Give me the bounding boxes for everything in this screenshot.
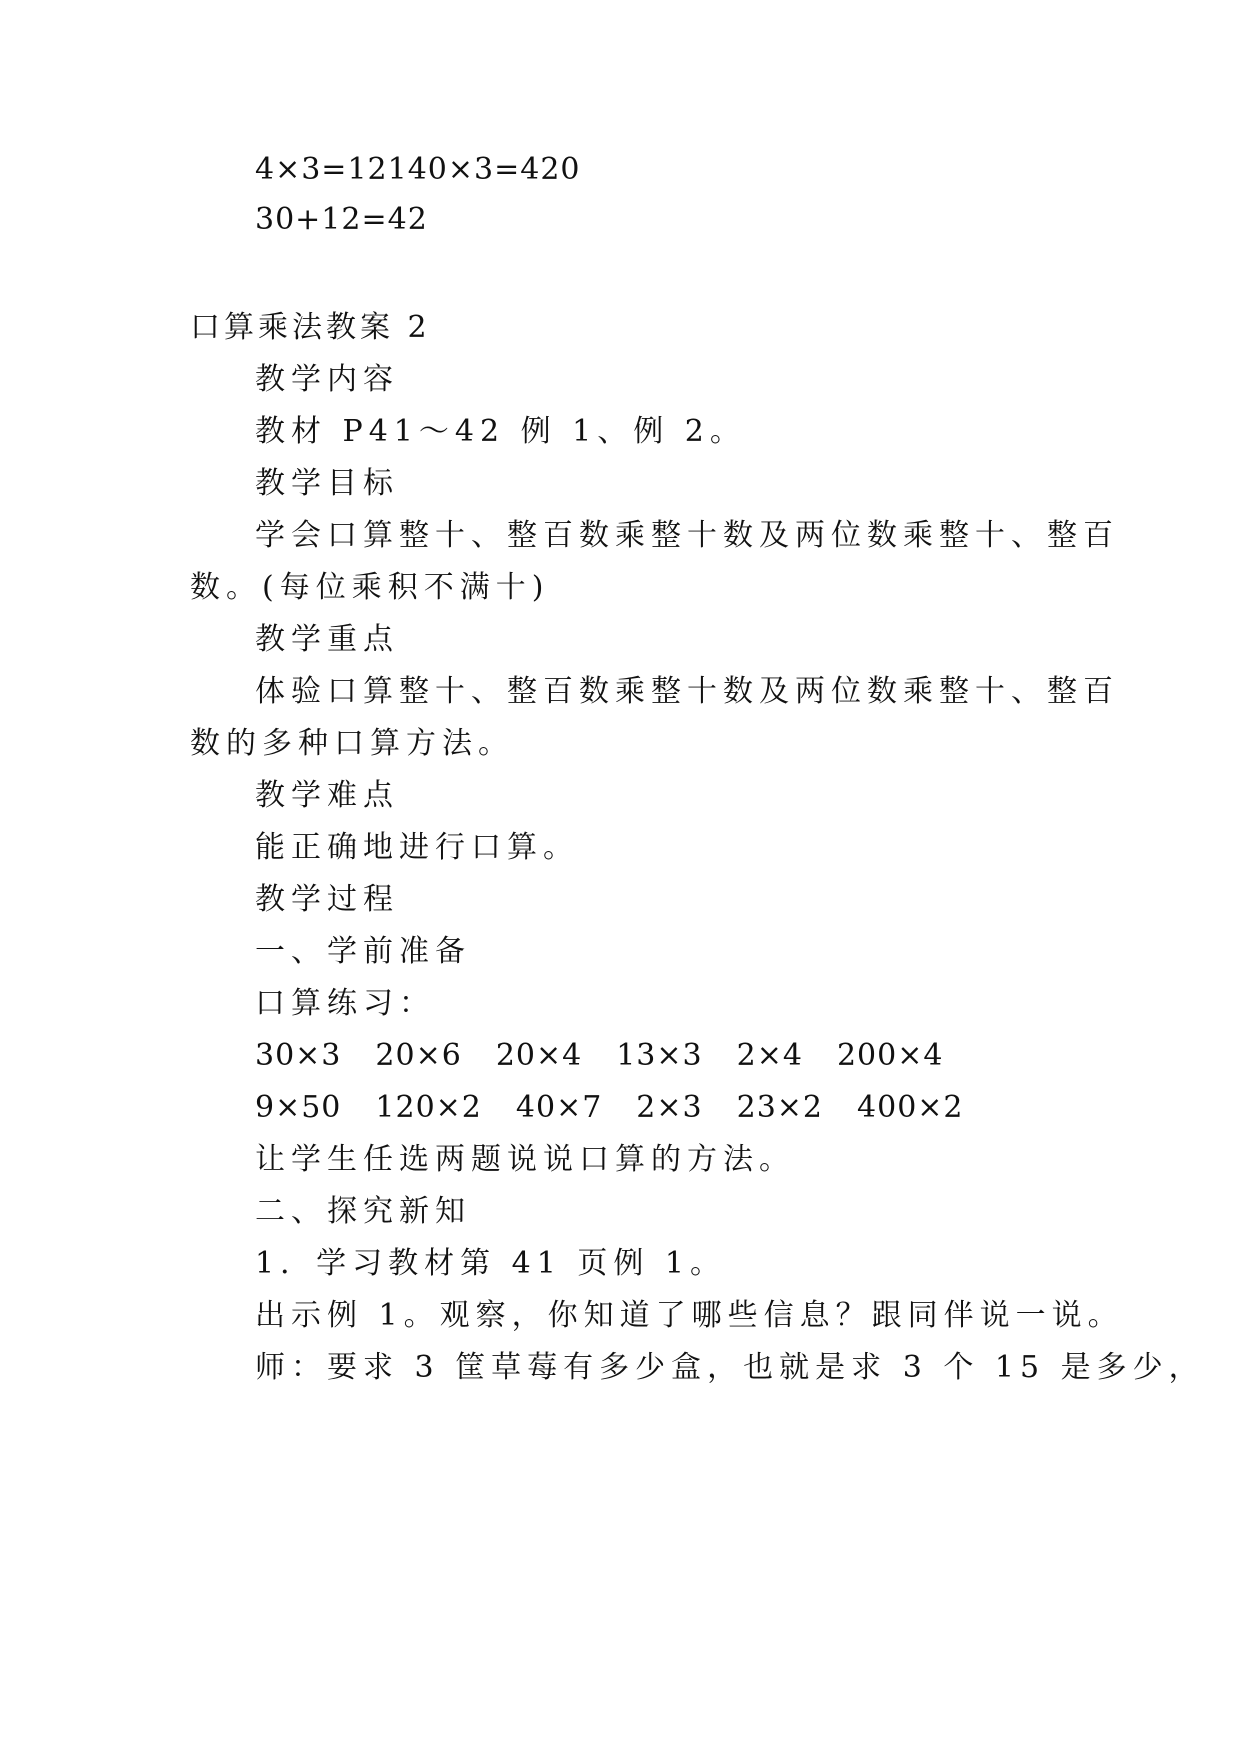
drill-item: 2×3	[636, 1090, 703, 1125]
item-1-text: 出示例 1。观察，你知道了哪些信息？跟同伴说一说。	[255, 1298, 1124, 1333]
drill-item: 23×2	[736, 1090, 824, 1125]
drill-item: 400×2	[857, 1090, 964, 1125]
drill-item: 20×6	[375, 1038, 462, 1073]
drill-item: 2×4	[736, 1038, 803, 1073]
step2-heading: 二、探究新知	[255, 1194, 471, 1229]
content-text: 教材 P41～42 例 1、例 2。	[255, 414, 746, 449]
step1-heading: 一、学前准备	[255, 934, 471, 969]
process-heading: 教学过程	[255, 882, 399, 917]
goal-text-continued: 数。(每位乘积不满十)	[190, 570, 550, 605]
drill-label: 口算练习：	[255, 986, 435, 1021]
goal-heading: 教学目标	[255, 466, 399, 501]
key-text: 体验口算整十、整百数乘整十数及两位数乘整十、整百	[255, 674, 1119, 709]
drill-item: 120×2	[375, 1090, 482, 1125]
drill-note: 让学生任选两题说说口算的方法。	[255, 1142, 795, 1177]
item-1-heading: 1．学习教材第 41 页例 1。	[255, 1246, 726, 1281]
equation-line-1: 4×3=12140×3=420	[255, 152, 581, 187]
drill-item: 40×7	[515, 1090, 603, 1125]
drill-item: 20×4	[495, 1038, 583, 1073]
drill-item: 200×4	[836, 1038, 944, 1073]
drill-row-2	[255, 1088, 964, 1128]
content-heading: 教学内容	[255, 362, 399, 397]
equation-line-2: 30+12=42	[255, 202, 428, 237]
drill-item: 30×3	[255, 1038, 342, 1073]
difficulty-heading: 教学难点	[255, 778, 399, 813]
goal-text: 学会口算整十、整百数乘整十数及两位数乘整十、整百	[255, 518, 1119, 553]
section-title: 口算乘法教案 2	[190, 310, 431, 345]
drill-row-1	[255, 1036, 943, 1076]
teacher-text: 师：要求 3 筐草莓有多少盒，也就是求 3 个 15 是多少，	[255, 1350, 1205, 1385]
difficulty-text: 能正确地进行口算。	[255, 830, 579, 865]
key-text-continued: 数的多种口算方法。	[190, 726, 514, 761]
drill-item: 9×50	[255, 1090, 342, 1125]
drill-item: 13×3	[616, 1038, 703, 1073]
key-heading: 教学重点	[255, 622, 399, 657]
